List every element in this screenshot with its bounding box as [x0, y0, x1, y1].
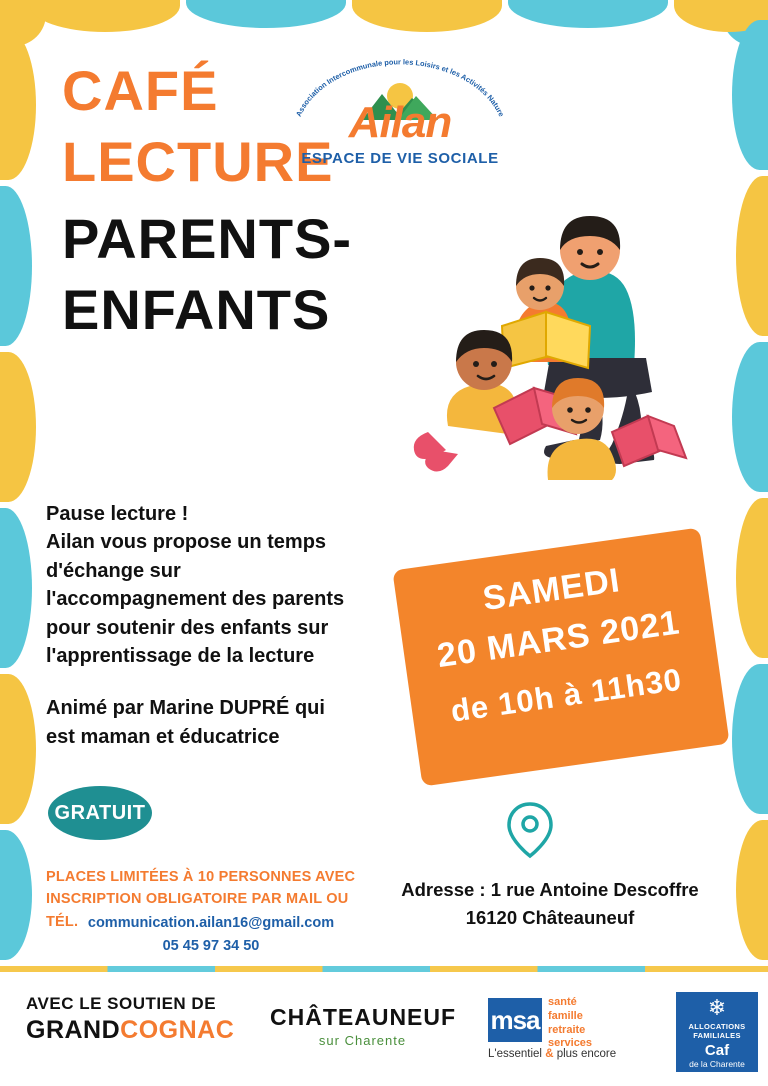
border-blob-top-3	[352, 0, 502, 32]
partner-grand-cognac	[26, 994, 256, 1045]
title-line-2: LECTURE	[62, 130, 334, 194]
caf-allocations-label: ALLOCATIONS FAMILIALES	[688, 1022, 746, 1040]
ailan-wordmark: Ailan	[348, 98, 452, 147]
contact-info	[46, 912, 376, 958]
partner-caf	[676, 992, 758, 1072]
family-reading-illustration	[398, 150, 718, 490]
intro-line-5: pour soutenir des enfants sur	[46, 616, 329, 639]
msa-tagline	[488, 1048, 616, 1060]
border-blob-top-2	[186, 0, 346, 28]
caf-region: de la Charente	[689, 1059, 745, 1069]
chateauneuf-sub: sur Charente	[318, 1033, 407, 1048]
intro-line-2: Ailan vous propose un temps	[46, 531, 327, 554]
body-copy	[46, 500, 446, 751]
cognac-name-cognac: COGNAC	[120, 1016, 235, 1044]
limits-line-1: PLACES LIMITÉES À 10 PERSONNES AVEC	[46, 869, 356, 885]
date-time: de 10h à 11h30	[448, 661, 685, 729]
border-blob-left-6	[0, 830, 32, 960]
border-blob-left-5	[0, 674, 36, 824]
intro-line-1: Pause lecture !	[46, 503, 189, 525]
msa-services	[548, 996, 592, 1051]
corner-blob-top-right	[722, 0, 768, 46]
msa-tagline-b: plus encore	[553, 1048, 617, 1060]
msa-tagline-a: L'essentiel	[488, 1048, 546, 1060]
intro-line-6: l'apprentissage de la lecture	[46, 644, 315, 667]
title-line-3: PARENTS-	[62, 207, 353, 271]
date-badge	[392, 527, 729, 786]
title-line-1: CAFÉ	[62, 59, 219, 122]
date-date: 20 MARS 2021	[434, 603, 683, 676]
msa-service-3: retraite	[548, 1023, 586, 1036]
caf-name: Caf	[704, 1042, 730, 1059]
ailan-subtitle: ESPACE DE VIE SOCIALE	[301, 150, 499, 167]
cognac-name-grand: GRAND	[26, 1016, 121, 1044]
border-blob-right-4	[736, 498, 768, 658]
contact-email[interactable]: communication.ailan16@gmail.com	[87, 915, 335, 931]
msa-service-2: famille	[548, 1009, 583, 1022]
corner-blob-top-left	[0, 0, 46, 46]
animator-line-2: est maman et éducatrice	[46, 725, 280, 748]
footer-partners	[0, 980, 768, 1086]
intro-line-3: d'échange sur	[46, 559, 181, 582]
cognac-name	[26, 1016, 256, 1045]
border-blob-left-2	[0, 186, 32, 346]
address-block	[380, 876, 720, 932]
address-line-1: Adresse : 1 rue Antoine Descoffre	[401, 879, 699, 900]
intro-line-4: l'accompagnement des parents	[46, 588, 345, 611]
free-badge: GRATUIT	[48, 786, 152, 840]
cognac-support-label: AVEC LE SOUTIEN DE	[26, 994, 217, 1013]
animator-line-1: Animé par Marine DUPRÉ qui	[46, 697, 325, 720]
snowflake-icon: ❄	[707, 995, 727, 1020]
svg-text:Association Intercommunale pou: Association Intercommunale pour les Loisirs et les Activités Nature	[293, 57, 507, 119]
date-day: SAMEDI	[480, 561, 623, 619]
partner-chateauneuf	[270, 1004, 455, 1048]
msa-logo-mark: msa	[488, 998, 542, 1042]
limits-line-2: INSCRIPTION OBLIGATOIRE PAR MAIL OU TÉL.	[46, 891, 349, 930]
border-blob-right-1	[732, 20, 768, 170]
title-line-4: ENFANTS	[62, 278, 331, 342]
border-blob-top-4	[508, 0, 668, 28]
contact-phone[interactable]: 05 45 97 34 50	[162, 938, 260, 955]
border-blob-right-6	[736, 820, 768, 960]
msa-service-1: santé	[548, 996, 577, 1008]
border-blob-top-1	[30, 0, 180, 32]
msa-tagline-amp: &	[545, 1048, 554, 1060]
chateauneuf-name: CHÂTEAUNEUF	[270, 1004, 457, 1030]
location-pin-icon	[505, 800, 555, 860]
border-blob-top-5	[674, 0, 768, 32]
footer-divider	[0, 966, 768, 972]
border-blob-right-3	[732, 342, 768, 492]
address-line-2: 16120 Châteauneuf	[465, 906, 635, 928]
border-blob-right-5	[732, 664, 768, 814]
border-blob-left-4	[0, 508, 32, 668]
border-blob-right-2	[736, 176, 768, 336]
border-blob-left-1	[0, 30, 36, 180]
msa-service-4: services	[548, 1037, 593, 1050]
border-blob-left-3	[0, 352, 36, 502]
